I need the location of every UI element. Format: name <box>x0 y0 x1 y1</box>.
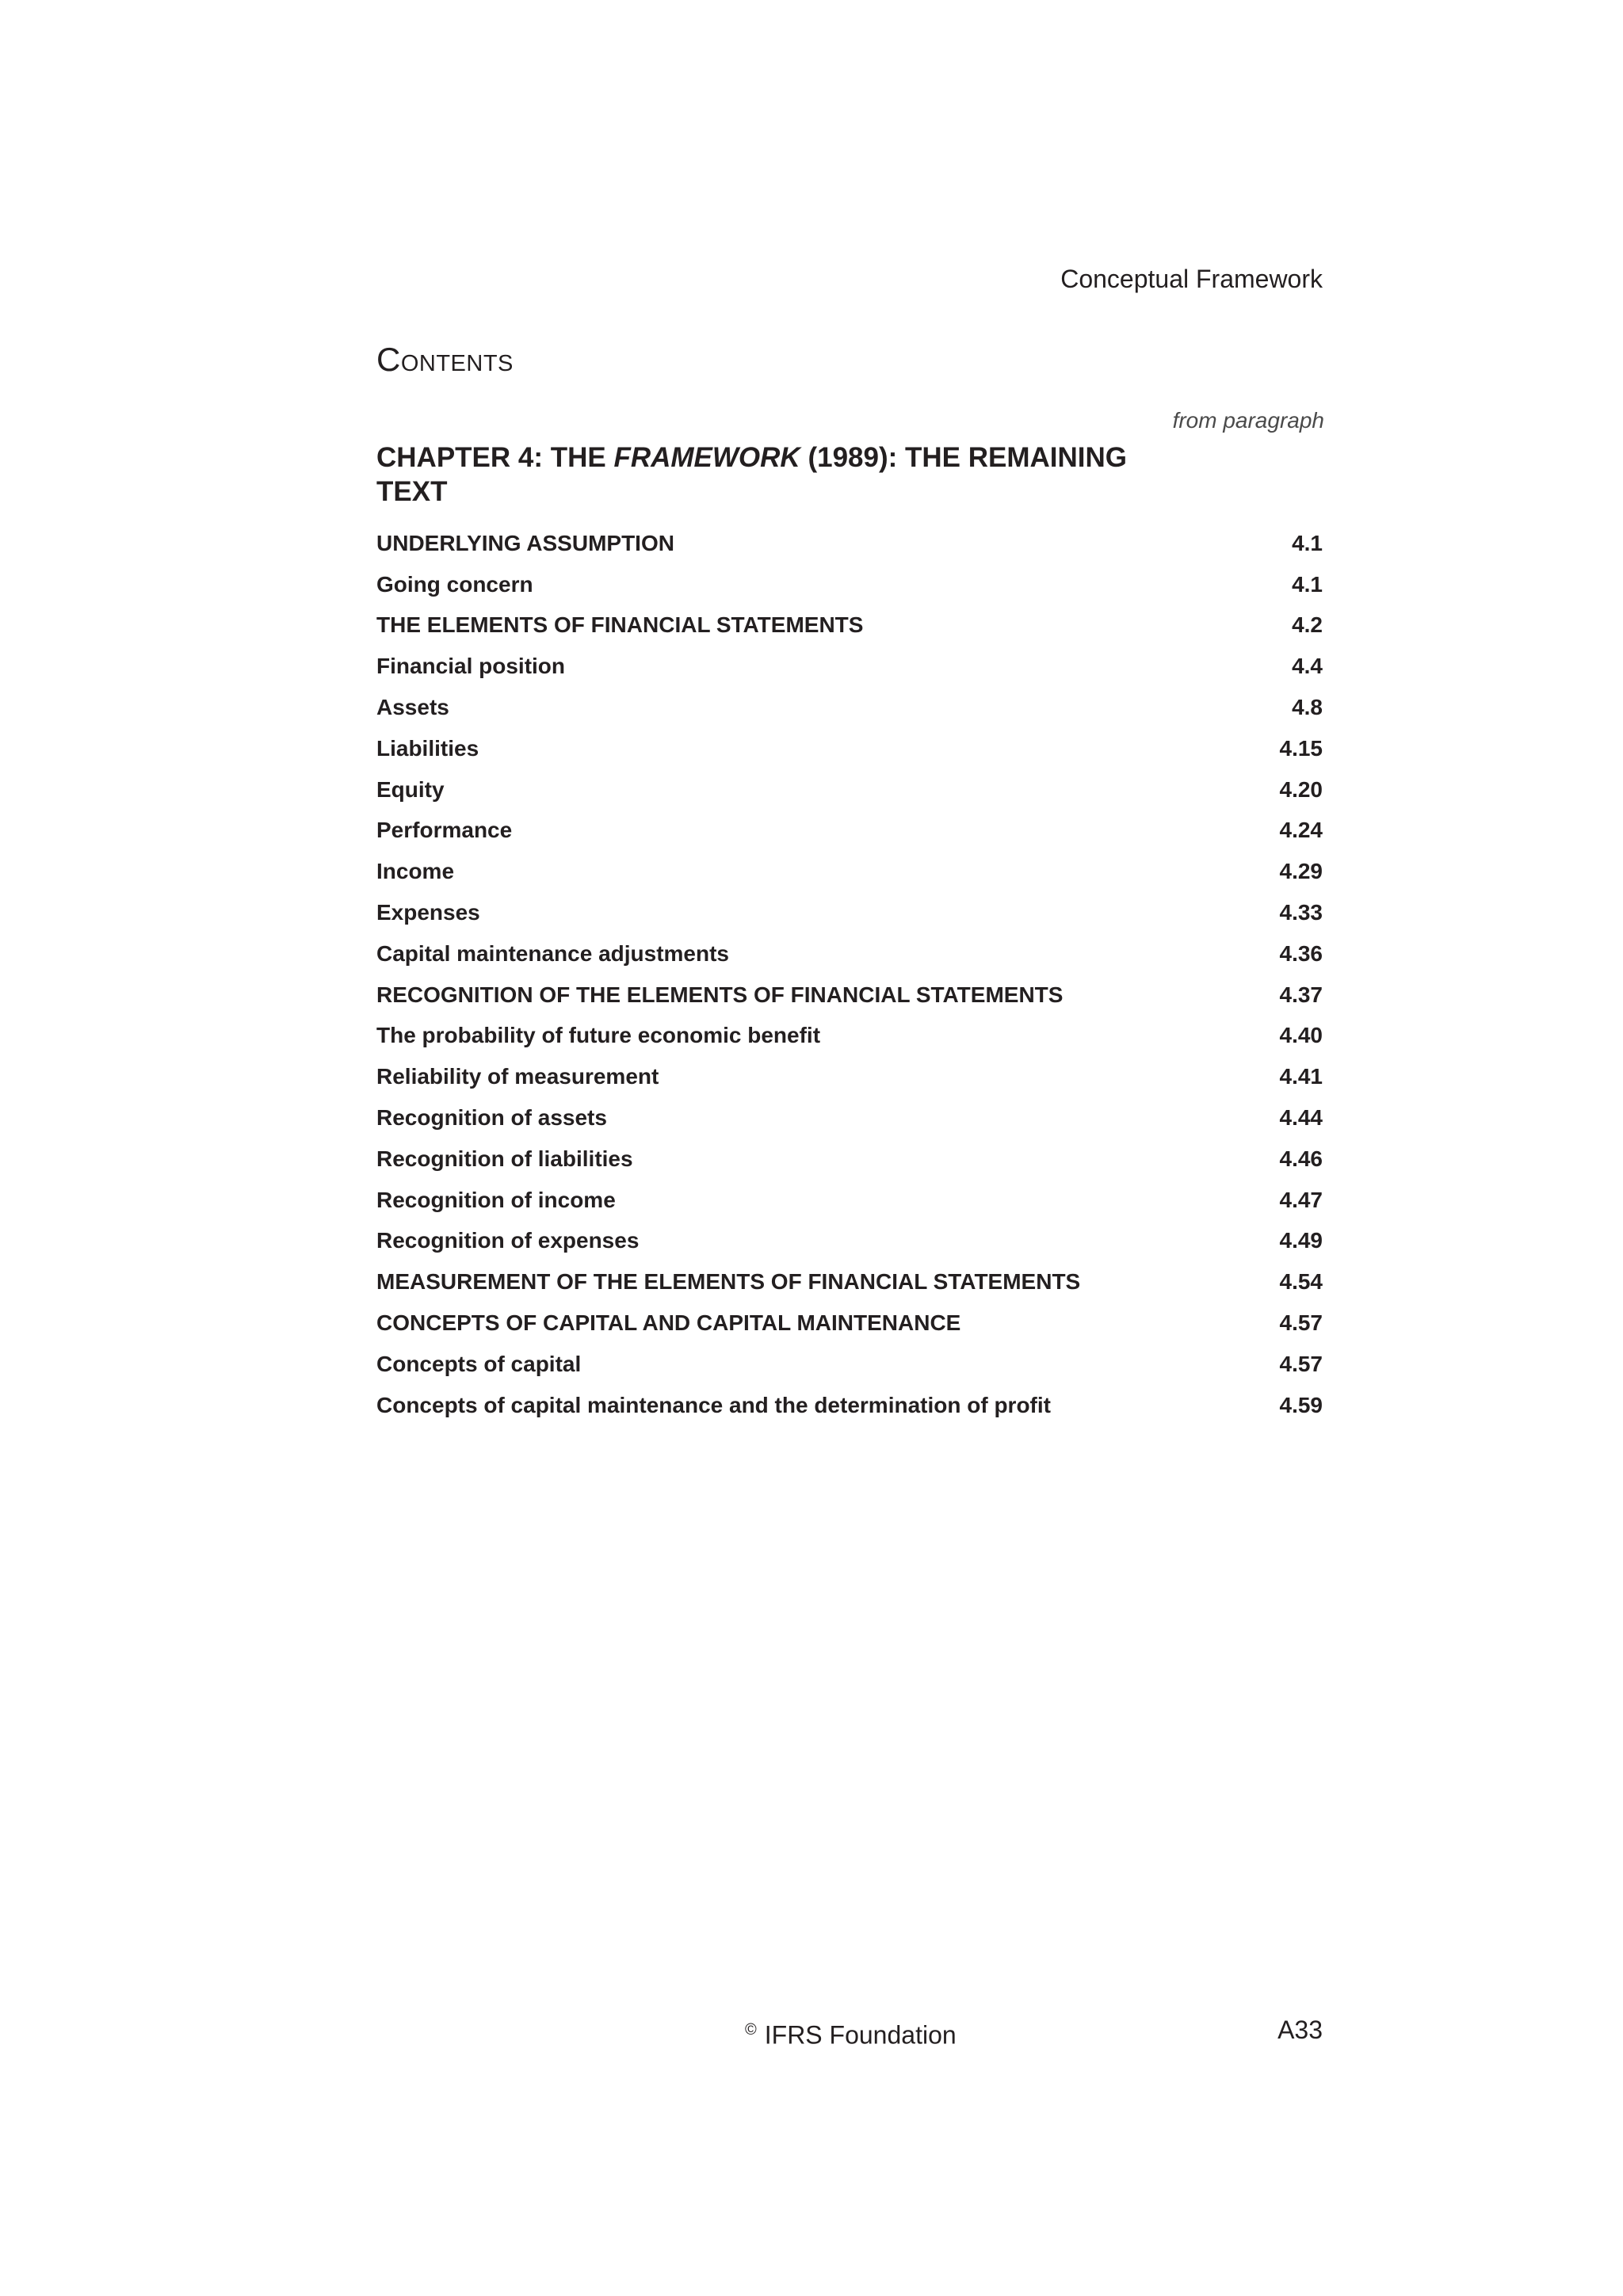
toc-entry <box>376 851 1323 892</box>
toc-entry-paragraph: 4.41 <box>1279 1064 1323 1089</box>
chapter-heading-italic: FRAMEWORK <box>613 442 800 473</box>
toc-entry-title: Liabilities <box>376 735 479 761</box>
toc-entry-title: Concepts of capital <box>376 1351 582 1376</box>
page-number: A33 <box>1277 2016 1323 2044</box>
toc-entry-paragraph: 4.57 <box>1279 1310 1323 1336</box>
toc-entry-title: Recognition of expenses <box>376 1228 640 1253</box>
toc-entry-title: Assets <box>376 695 449 720</box>
toc-entry <box>376 1016 1323 1057</box>
toc-entry-title: Financial position <box>376 654 566 679</box>
toc-entry-paragraph: 4.49 <box>1279 1228 1323 1253</box>
toc-entry-title: MEASUREMENT OF THE ELEMENTS OF FINANCIAL STATEMENTS <box>376 1269 1081 1295</box>
toc-entry-title: Expenses <box>376 900 480 925</box>
toc-entry-paragraph: 4.37 <box>1279 982 1323 1007</box>
toc-entry <box>376 687 1323 728</box>
toc-entry-title: Recognition of assets <box>376 1105 607 1131</box>
toc-entry <box>376 523 1323 564</box>
toc-entry <box>376 564 1323 605</box>
toc-entry-paragraph: 4.33 <box>1279 900 1323 925</box>
toc-entry <box>376 1344 1323 1385</box>
chapter-heading <box>376 441 1137 509</box>
toc-entry-paragraph: 4.47 <box>1279 1187 1323 1212</box>
chapter-heading-suffix: (1989): THE REMAINING TEXT <box>376 442 1127 507</box>
chapter-heading-prefix: CHAPTER 4: THE <box>376 442 614 473</box>
toc-entry-title: Equity <box>376 776 445 802</box>
toc-entry <box>376 646 1323 687</box>
toc-entry <box>376 1302 1323 1344</box>
toc-entry <box>376 769 1323 810</box>
toc-entry-title: RECOGNITION OF THE ELEMENTS OF FINANCIAL STATEMENTS <box>376 982 1064 1007</box>
toc-entry <box>376 1261 1323 1302</box>
toc-entry-paragraph: 4.20 <box>1279 776 1323 802</box>
toc-entry-title: Recognition of liabilities <box>376 1146 633 1171</box>
toc-entry-title: Capital maintenance adjustments <box>376 940 730 966</box>
toc-entry <box>376 810 1323 852</box>
toc-entry-title: Performance <box>376 818 513 843</box>
toc-entry-title: THE ELEMENTS OF FINANCIAL STATEMENTS <box>376 612 864 638</box>
toc-entry-paragraph: 4.24 <box>1279 818 1323 843</box>
toc-entry <box>376 1056 1323 1097</box>
toc-entry <box>376 1385 1323 1426</box>
toc-entry-title: The probability of future economic benefit <box>376 1023 821 1048</box>
toc-entry-paragraph: 4.40 <box>1279 1023 1323 1048</box>
column-label-from-paragraph: from paragraph <box>1172 408 1324 433</box>
toc-entry-paragraph: 4.59 <box>1279 1392 1323 1417</box>
toc-entry-paragraph: 4.15 <box>1279 735 1323 761</box>
toc-entry-title: Reliability of measurement <box>376 1064 659 1089</box>
toc-entry-title: Income <box>376 859 455 884</box>
toc-entry <box>376 1221 1323 1262</box>
toc-entry-paragraph: 4.36 <box>1279 940 1323 966</box>
table-of-contents <box>376 523 1323 1426</box>
toc-entry <box>376 1138 1323 1180</box>
toc-entry <box>376 1180 1323 1221</box>
toc-entry <box>376 605 1323 646</box>
toc-entry-paragraph: 4.44 <box>1279 1105 1323 1131</box>
toc-entry-title: Recognition of income <box>376 1187 616 1212</box>
toc-entry-paragraph: 4.57 <box>1279 1351 1323 1376</box>
toc-entry-title: CONCEPTS OF CAPITAL AND CAPITAL MAINTENANCE <box>376 1310 961 1336</box>
toc-entry-paragraph: 4.2 <box>1292 612 1323 638</box>
toc-entry-paragraph: 4.1 <box>1292 571 1323 597</box>
footer-copyright-text: IFRS Foundation <box>764 2020 957 2050</box>
toc-entry <box>376 728 1323 769</box>
toc-entry-paragraph: 4.46 <box>1279 1146 1323 1171</box>
toc-entry-paragraph: 4.4 <box>1292 654 1323 679</box>
toc-entry-paragraph: 4.29 <box>1279 859 1323 884</box>
toc-entry <box>376 1097 1323 1138</box>
toc-entry <box>376 933 1323 974</box>
toc-entry <box>376 892 1323 933</box>
toc-entry-paragraph: 4.54 <box>1279 1269 1323 1295</box>
footer-copyright <box>745 2012 957 2053</box>
toc-entry <box>376 974 1323 1016</box>
copyright-icon: © <box>745 2021 757 2039</box>
toc-entry-paragraph: 4.8 <box>1292 695 1323 720</box>
toc-entry-title: Going concern <box>376 571 533 597</box>
toc-entry-title: Concepts of capital maintenance and the determination of profit <box>376 1392 1051 1417</box>
toc-entry-paragraph: 4.1 <box>1292 530 1323 555</box>
running-header: Conceptual Framework <box>1060 265 1323 293</box>
contents-title: Contents <box>376 341 514 378</box>
toc-entry-title: UNDERLYING ASSUMPTION <box>376 530 674 555</box>
